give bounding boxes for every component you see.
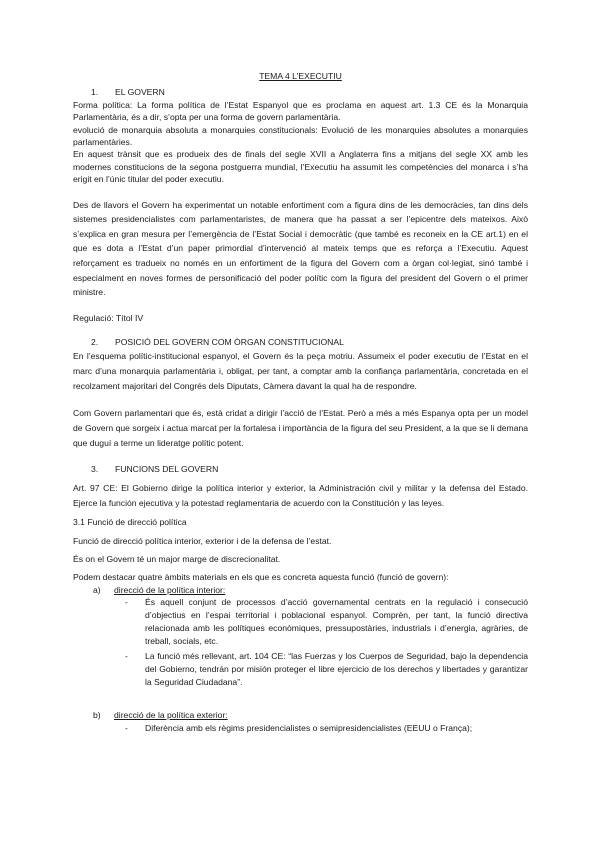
s3-paragraph-4: Podem destacar quatre àmbits materials en els que es concreta aquesta funció (funció de govern):	[73, 572, 449, 583]
section-3-title: FUNCIONS DEL GOVERN	[115, 463, 219, 474]
list-b-bullets	[73, 722, 528, 734]
section-2-heading	[73, 336, 528, 348]
list-item-b	[73, 709, 528, 721]
list-a-bullets	[73, 596, 528, 689]
s1-paragraph-2: evolució de monarquia absoluta a monarquies constitucionals: Evolució de les monarquies absolutes a monarquies parlamentàries.	[73, 124, 528, 148]
section-1-number: 1.	[91, 87, 99, 98]
s3-paragraph-3: És on el Govern té un major marge de discrecionalitat.	[73, 554, 281, 565]
s1-paragraph-4: Des de llavors el Govern ha experimentat un notable enfortiment com a figura dins de les democràcies, tan dins dels sistemes presidencialistes com parlamentaristes, de manera que ha passat a ser l’epicentre dels mateixos. Això s’explica en gran mesura per l’emergència de l’Estat Social i democràtic (que també es reconeix en la CE art.1) en el que es dota a l’Estat d’un paper primordial d’intervenció al mateix temps que es reforça a l’Executiu. Aquest reforçament es tradueix no només en un enfortiment de la figura del Govern com a òrgan col·legiat, sinó també i especialment en noves formes de personificació del poder polític com la figura del president del Govern o el primer ministre.	[73, 199, 528, 298]
section-3-heading	[73, 463, 528, 475]
list-a-bullet-1: - És aquell conjunt de processos d’acció governamental centrats en la regulació i consecució d’objectius en l’espai territorial i poblacional espanyol. Comprèn, per tant, la funció directiva relacionada amb les polítiques econòmiques, pressupostàries, industrials i d’energia, agràries, de treball, socials, etc.	[145, 596, 528, 648]
s2-paragraph-2: Com Govern parlamentari que és, està cridat a dirigir l’acció de l’Estat. Però a més a més Espanya opta per un model de Govern que sorgeix i actua marcat per la fortalesa i importància de la figura del seu President, a la que se li demana que duguí a terme un lideratge polític potent.	[73, 407, 528, 448]
document-page	[73, 70, 528, 734]
s1-paragraph-1: Forma política: La forma política de l’Estat Espanyol que es proclama en aquest art. 1.3 CE és la Monarquia Parlamentària, és a dir, s’opta per una forma de govern parlamentària.	[73, 99, 528, 123]
s3-paragraph-2: Funció de direcció política interior, exterior i de la defensa de l’estat.	[73, 535, 332, 546]
list-item-a-letter: a)	[93, 584, 101, 595]
list-item-b-letter: b)	[93, 710, 101, 721]
s1-paragraph-3: En aquest trànsit que es produeix des de finals del segle XVII a Anglaterra fins a mitjans del segle XX amb les modernes constitucions de la segona postguerra mundial, l’Executiu ha assumit les competències del monarca i s’ha erigit en l’únic titular del poder executiu.	[73, 149, 528, 185]
section-2-title: POSICIÓ DEL GOVERN COM ÒRGAN CONSTITUCIONAL	[115, 337, 344, 348]
section-1-heading	[73, 86, 528, 98]
s3-article-97: Art. 97 CE: El Gobierno dirige la política interior y exterior, la Administración civil y militar y la defensa del Estado. Ejerce la función ejecutiva y la potestad reglamentaria de acuerdo con la Constitución y las leyes.	[73, 483, 528, 508]
document-title: TEMA 4 L’EXECUTIU	[259, 71, 342, 81]
section-1-title: EL GOVERN	[115, 87, 165, 98]
list-item-a-label: direcció de la política interior:	[114, 584, 226, 595]
s1-regulation: Regulació: Títol IV	[73, 312, 144, 323]
section-2-number: 2.	[91, 337, 99, 348]
s3-subheading: 3.1 Funció de direcció política	[73, 517, 187, 528]
list-item-a	[73, 584, 528, 596]
list-item-b-label: direcció de la política exterior:	[114, 710, 228, 721]
list-a-bullet-2: - La funció més rellevant, art. 104 CE: “las Fuerzas y los Cuerpos de Seguridad, bajo la dependencia del Gobierno, tendrán por misión proteger el libre ejercicio de los derechos y libertades y garantizar la Seguridad Ciudadana”.	[145, 650, 528, 689]
list-b-bullet-1: - Diferència amb els règims presidencialistes o semipresidencialistes (EEUU o França);	[145, 722, 528, 734]
section-3-number: 3.	[91, 463, 99, 474]
s2-paragraph-1: En l’esquema polític-institucional espanyol, el Govern és la peça motriu. Assumeix el poder executiu de l’Estat en el marc d’una monarquia parlamentària i, obligat, per tant, a comptar amb la confiança parlamentària, concretada en el recolzament majoritari del Congrés dels Diputats, Càmera davant la qual ha de respondre.	[73, 350, 528, 391]
